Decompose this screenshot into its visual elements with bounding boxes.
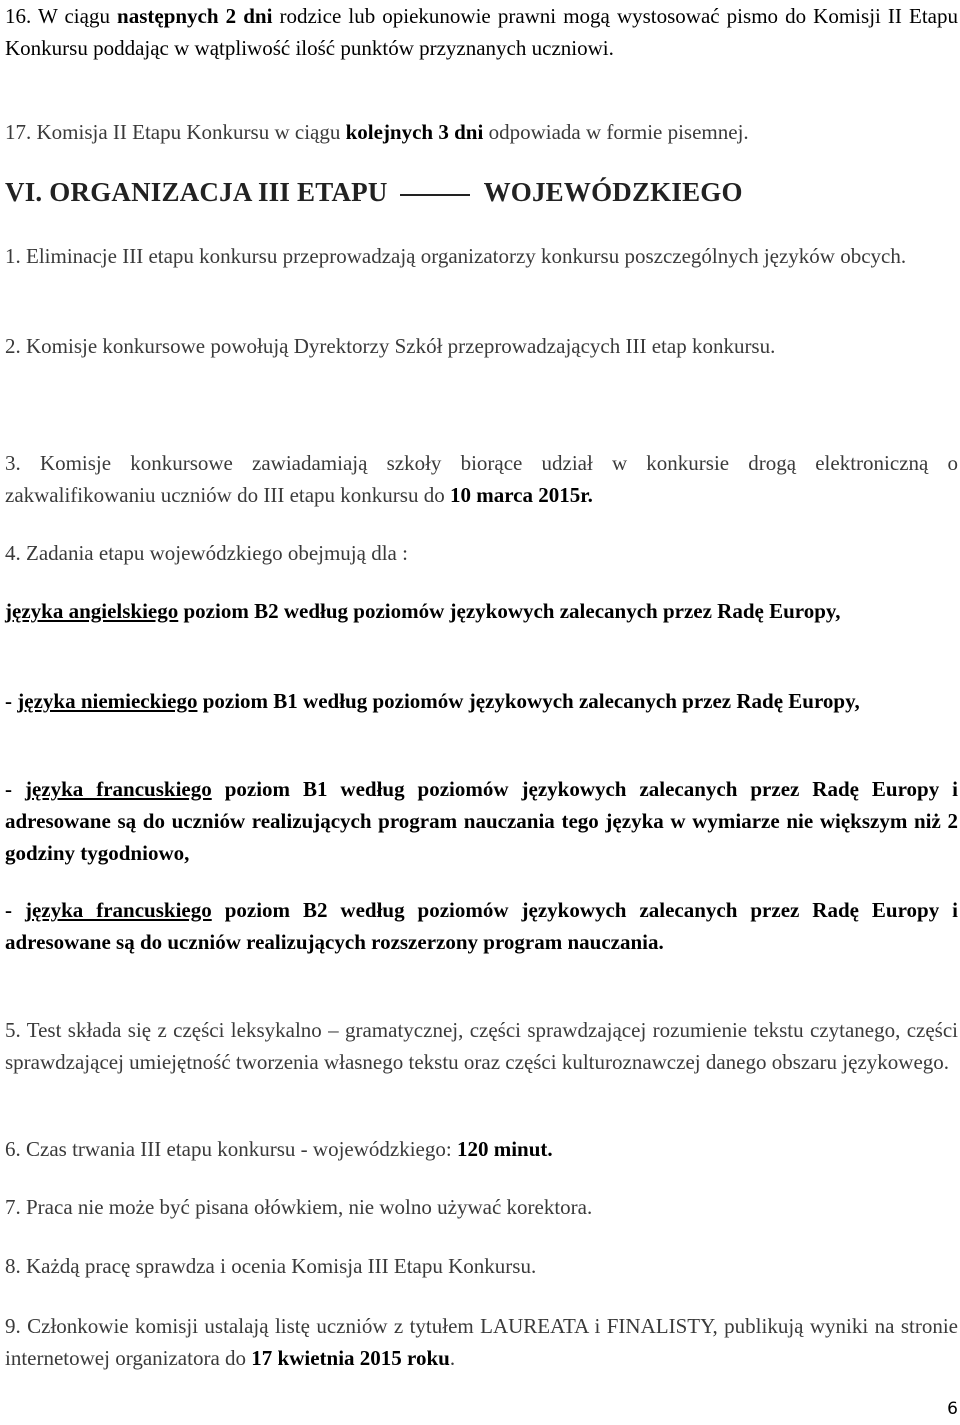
item-7: 7. Praca nie może być pisana ołówkiem, nie wolno używać korektora. bbox=[5, 1195, 593, 1219]
paragraph-17: 17. Komisja II Etapu Konkursu w ciągu kolejnych 3 dni odpowiada w formie pisemnej. bbox=[5, 120, 749, 144]
heading-dash bbox=[400, 194, 470, 196]
item-8: 8. Każdą pracę sprawdza i ocenia Komisja III Etapu Konkursu. bbox=[5, 1254, 537, 1278]
paragraph-16: 16. W ciągu następnych 2 dni rodzice lub opiekunowie prawni mogą wystosować pismo do Komisji II Etapu Konkursu poddając w wątpliwość ilość punktów przyznanych uczniowi. bbox=[5, 4, 958, 60]
item-6: 6. Czas trwania III etapu konkursu - wojewódzkiego: 120 minut. bbox=[5, 1137, 553, 1161]
item-5: 5. Test składa się z części leksykalno – gramatycznej, części sprawdzającej rozumienie tekstu czytanego, części sprawdzającej umiejętność tworzenia własnego tekstu oraz części kulturoznawczej danego obszaru językowego. bbox=[5, 1018, 958, 1074]
german-requirement: - języka niemieckiego poziom B1 według poziomów językowych zalecanych przez Radę Europy, bbox=[5, 689, 860, 713]
french-b2-requirement: - języka francuskiego poziom B2 według poziomów językowych zalecanych przez Radę Europy i adresowane są do uczniów realizujących rozszerzony program nauczania. bbox=[5, 898, 958, 954]
language-german: języka niemieckiego bbox=[17, 689, 198, 713]
deadline-10-march: 10 marca 2015r. bbox=[449, 483, 593, 507]
english-requirement: języka angielskiego poziom B2 według poziomów językowych zalecanych przez Radę Europy, bbox=[5, 599, 841, 623]
deadline-17-april: 17 kwietnia 2015 roku bbox=[251, 1346, 450, 1370]
item-1: 1. Eliminacje III etapu konkursu przeprowadzają organizatorzy konkursu poszczególnych języków obcych. bbox=[5, 244, 907, 268]
deadline-next-2-days: następnych 2 dni bbox=[117, 4, 273, 28]
item-3: 3. Komisje konkursowe zawiadamiają szkoły biorące udział w konkursie drogą elektroniczną o zakwalifikowaniu uczniów do III etapu konkursu do 10 marca 2015r. bbox=[5, 451, 958, 507]
item-2: 2. Komisje konkursowe powołują Dyrektorzy Szkół przeprowadzających III etap konkursu. bbox=[5, 334, 776, 358]
duration-120-minutes: 120 minut. bbox=[456, 1137, 553, 1161]
item-9: 9. Członkowie komisji ustalają listę uczniów z tytułem LAUREATA i FINALISTY, publikują wyniki na stronie internetowej organizatora do 17 kwietnia 2015 roku. bbox=[5, 1314, 958, 1370]
french-b1-requirement: - języka francuskiego poziom B1 według poziomów językowych zalecanych przez Radę Europy i adresowane są do uczniów realizujących program nauczania tego języka w wymiarze nie większym niż 2 godziny tygodniowo, bbox=[5, 777, 958, 865]
language-french-b1: języka francuskiego bbox=[24, 777, 212, 801]
language-english: języka angielskiego bbox=[5, 599, 179, 623]
page-number: 6 bbox=[947, 1399, 958, 1419]
section-heading: VI. ORGANIZACJA III ETAPU WOJEWÓDZKIEGO bbox=[5, 177, 743, 207]
deadline-next-3-days: kolejnych 3 dni bbox=[345, 120, 484, 144]
language-french-b2: języka francuskiego bbox=[24, 898, 212, 922]
item-4: 4. Zadania etapu wojewódzkiego obejmują dla : bbox=[5, 541, 408, 565]
